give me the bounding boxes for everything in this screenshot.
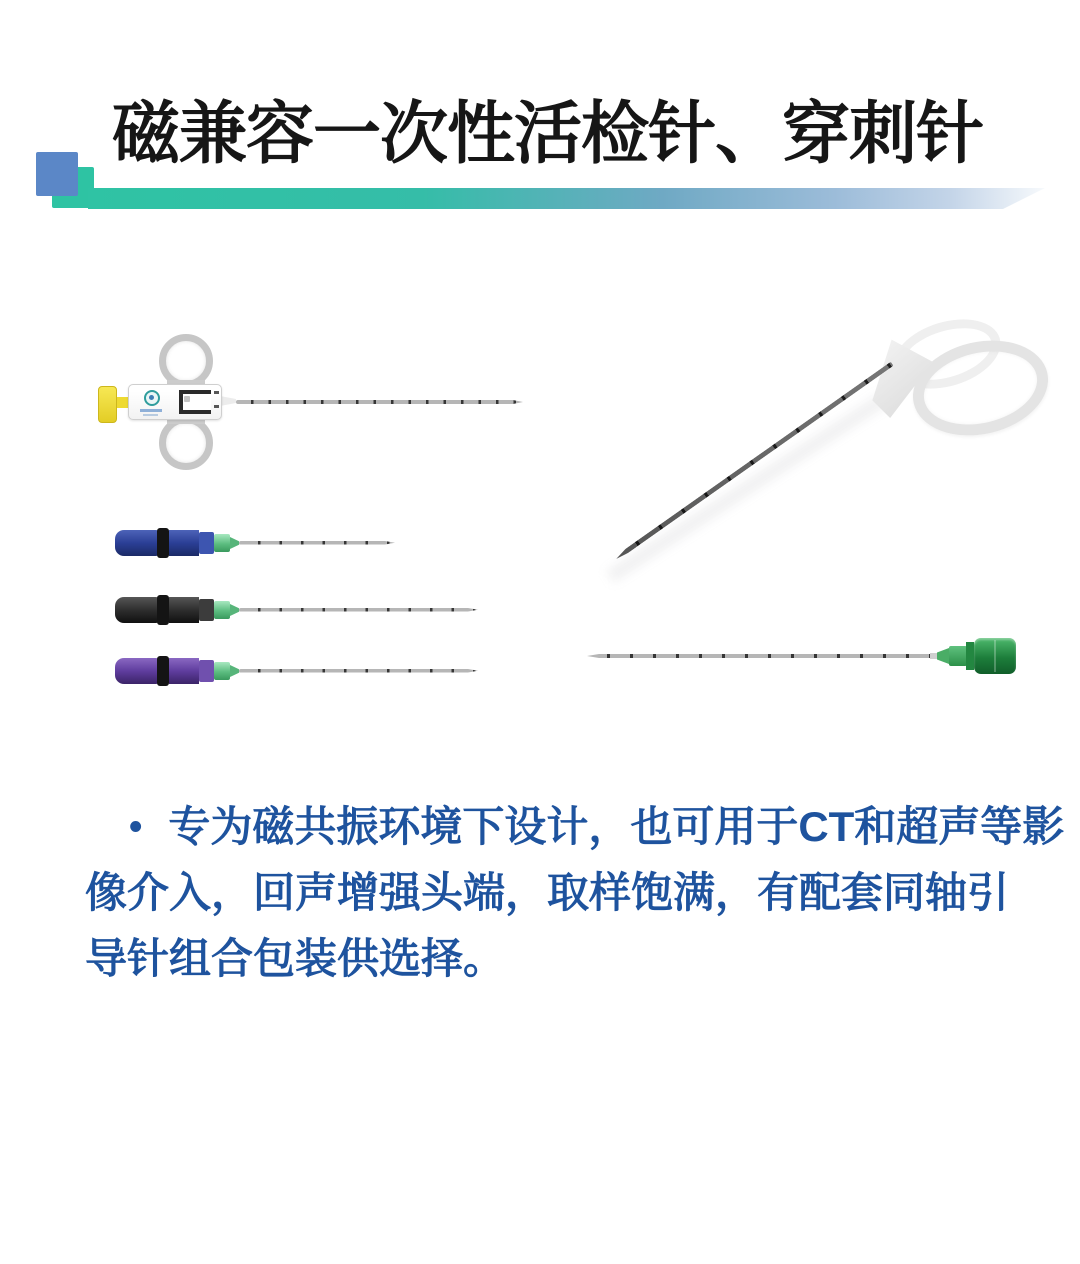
brand-text-line — [143, 414, 158, 416]
hub-taper — [937, 648, 949, 664]
coaxial-needle-green — [585, 632, 1025, 682]
handle-grip — [115, 530, 159, 556]
window-tick — [214, 391, 219, 394]
handle-grip — [115, 597, 159, 623]
needle-shaft-angled — [615, 362, 894, 561]
cocking-slider — [184, 396, 190, 402]
handle-collar — [199, 599, 214, 621]
green-hub — [949, 646, 967, 666]
hub-taper — [230, 537, 239, 549]
accent-gradient-bar — [88, 188, 1045, 209]
biopsy-gun-angled-image — [600, 322, 1070, 582]
bullet-point: • — [129, 806, 143, 848]
biopsy-gun-image — [95, 330, 535, 475]
brand-logo-icon — [144, 390, 160, 406]
needle-shaft — [239, 541, 395, 545]
hub-taper — [230, 665, 239, 677]
finger-ring-bottom — [159, 416, 213, 470]
biopsy-needle-blue — [112, 528, 492, 558]
green-needle-hub — [214, 601, 230, 619]
soft-shadow — [606, 391, 890, 582]
needle-shaft — [239, 608, 478, 612]
page-title: 磁兼容一次性活检针、穿刺针 — [112, 96, 984, 172]
handle-band — [157, 595, 169, 625]
handle-band — [157, 656, 169, 686]
green-needle-hub — [214, 534, 230, 552]
needle-shaft — [236, 400, 523, 404]
cocking-window — [179, 390, 211, 414]
handle-collar — [199, 532, 214, 554]
description-block — [85, 794, 1065, 992]
biopsy-needle-purple — [112, 656, 492, 686]
yellow-plunger — [98, 386, 117, 423]
handle-grip — [115, 658, 159, 684]
needle-shaft — [587, 654, 937, 658]
green-needle-hub — [214, 662, 230, 680]
accent-square-blue — [36, 152, 78, 196]
needle-hub-taper — [220, 396, 236, 406]
handle-ribbed-section — [169, 658, 199, 684]
description-line-1: 专为磁共振环境下设计，也可用于CT和超声等影 — [168, 803, 1065, 850]
window-tick — [214, 405, 219, 408]
handle-collar — [199, 660, 214, 682]
biopsy-needle-black — [112, 595, 492, 625]
handle-band — [157, 528, 169, 558]
description-line-2: 像介入，回声增强头端，取样饱满，有配套同轴引 — [85, 869, 1010, 916]
barrel-seam — [994, 640, 996, 672]
handle-ribbed-section — [169, 530, 199, 556]
hub-taper — [230, 604, 239, 616]
description-line-3: 导针组合包装供选择。 — [85, 935, 506, 982]
needle-shaft — [239, 669, 478, 673]
handle-ribbed-section — [169, 597, 199, 623]
handle-neck — [966, 642, 974, 670]
brand-text-line — [140, 409, 162, 412]
